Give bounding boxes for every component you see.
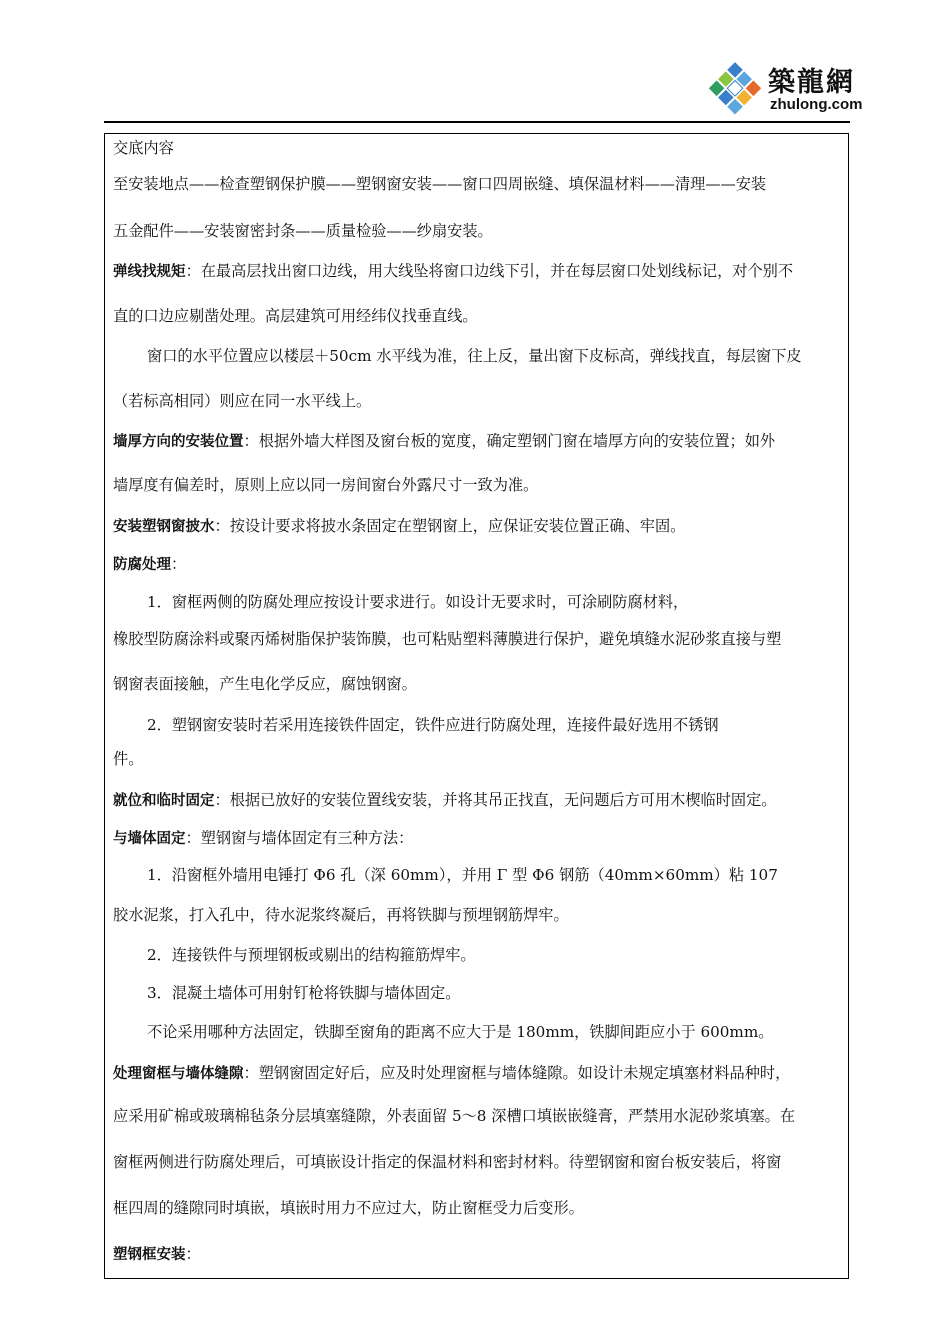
line-10: 防腐处理： [113, 555, 187, 573]
document-body [113, 137, 848, 1277]
line-11: 1．窗框两侧的防腐处理应按设计要求进行。如设计无要求时，可涂刷防腐材料， [147, 593, 689, 611]
logo-chinese-name: 築龍網 [768, 67, 855, 98]
logo-diamond-icon [706, 60, 764, 118]
line-6: （若标高相同）则应在同一水平线上。 [113, 392, 372, 410]
line-26: 框四周的缝隙同时填嵌，填嵌时用力不应过大，防止窗框受力后变形。 [113, 1199, 584, 1217]
line-20: 2．连接铁件与预埋钢板或剔出的结构箍筋焊牢。 [147, 946, 476, 964]
line-19: 胶水泥浆，打入孔中，待水泥浆终凝后，再将铁脚与预埋钢筋焊牢。 [113, 906, 569, 924]
line-9: 安装塑钢窗披水：按设计要求将披水条固定在塑钢窗上，应保证安装位置正确、牢固。 [113, 517, 686, 535]
line-22: 不论采用哪种方法固定，铁脚至窗角的距离不应大于是 180mm，铁脚间距应小于 600mm。 [147, 1023, 774, 1041]
line-15: 件。 [113, 750, 144, 768]
line-25: 窗框两侧进行防腐处理后，可填嵌设计指定的保温材料和密封材料。待塑钢窗和窗台板安装后，将窗 [113, 1153, 782, 1171]
line-3: 弹线找规矩：在最高层找出窗口边线，用大线坠将窗口边线下引，并在每层窗口处划线标记，对个别不 [113, 262, 793, 280]
line-27: 塑钢框安装： [113, 1245, 201, 1263]
header-rule [104, 121, 850, 123]
line-0: 交底内容 [113, 139, 174, 157]
line-4: 直的口边应剔凿处理。高层建筑可用经纬仪找垂直线。 [113, 307, 478, 325]
line-21: 3．混凝土墙体可用射钉枪将铁脚与墙体固定。 [147, 984, 461, 1002]
line-16: 就位和临时固定：根据已放好的安装位置线安装，并将其吊正找直，无问题后方可用木楔临时固定。 [113, 791, 777, 809]
line-18: 1．沿窗框外墙用电锤打 Φ6 孔（深 60mm），并用 Γ 型 Φ6 钢筋（40mm×60mm）粘 107 [147, 866, 778, 884]
logo-domain: zhulong.com [770, 96, 863, 113]
line-24: 应采用矿棉或玻璃棉毡条分层填塞缝隙，外表面留 5～8 深槽口填嵌嵌缝膏，严禁用水泥砂浆填塞。在 [113, 1107, 796, 1125]
zhulong-logo [706, 58, 866, 118]
line-8: 墙厚度有偏差时，原则上应以同一房间窗台外露尺寸一致为准。 [113, 476, 539, 494]
line-23: 处理窗框与墙体缝隙：塑钢窗固定好后，应及时处理窗框与墙体缝隙。如设计未规定填塞材料品种时， [113, 1064, 791, 1082]
line-17: 与墙体固定：塑钢窗与墙体固定有三种方法： [113, 829, 414, 847]
line-7: 墙厚方向的安装位置：根据外墙大样图及窗台板的宽度，确定塑钢门窗在墙厚方向的安装位置；如外 [113, 432, 776, 450]
line-2: 五金配件——安装窗密封条——质量检验——纱扇安装。 [113, 222, 493, 240]
line-5: 窗口的水平位置应以楼层＋50cm 水平线为准，往上反，量出窗下皮标高，弹线找直，每层窗下皮 [147, 347, 802, 365]
line-12: 橡胶型防腐涂料或聚丙烯树脂保护装饰膜，也可粘贴塑料薄膜进行保护，避免填缝水泥砂浆直接与塑 [113, 630, 782, 648]
line-13: 钢窗表面接触，产生电化学反应，腐蚀钢窗。 [113, 675, 417, 693]
line-14: 2．塑钢窗安装时若采用连接铁件固定，铁件应进行防腐处理，连接件最好选用不锈钢 [147, 716, 719, 734]
line-1: 至安装地点——检查塑钢保护膜——塑钢窗安装——窗口四周嵌缝、填保温材料——清理——安装 [113, 175, 767, 193]
